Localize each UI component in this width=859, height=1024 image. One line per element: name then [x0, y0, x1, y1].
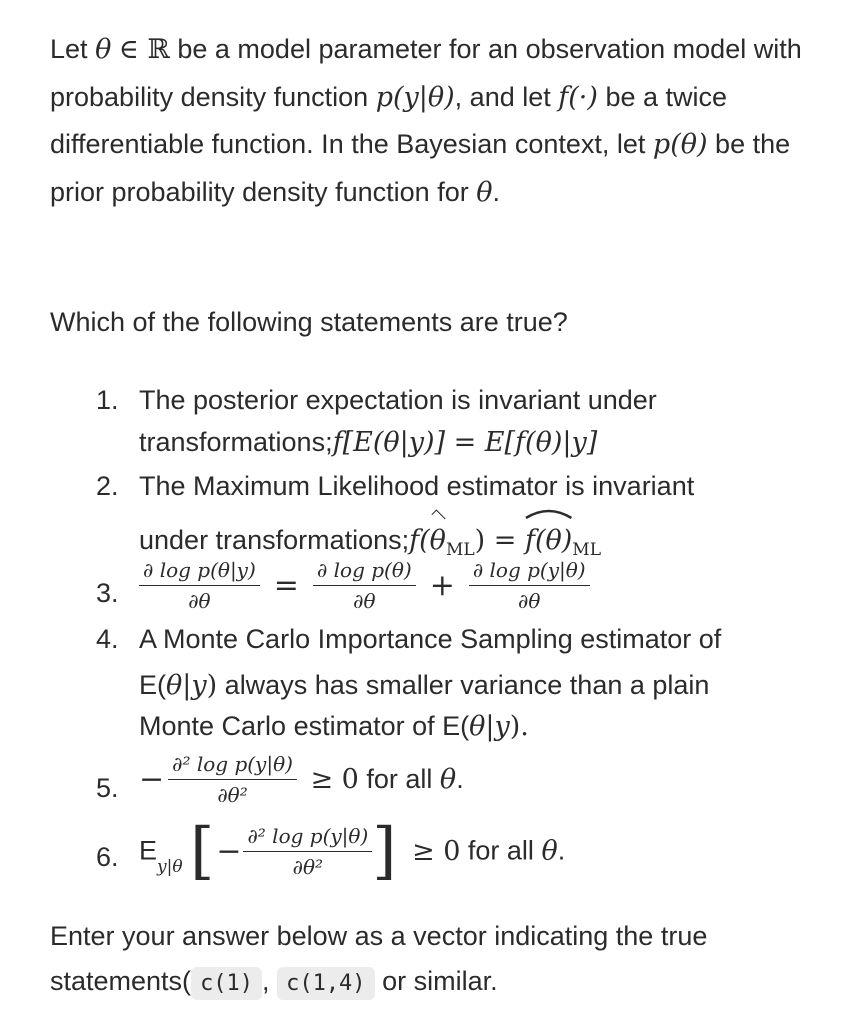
fraction: [313, 558, 416, 613]
problem-intro: [50, 26, 830, 216]
denominator: ∂θ: [353, 589, 376, 613]
math-minus: −: [139, 762, 165, 797]
math-paren: ): [206, 670, 218, 701]
math-expression: θ|y: [166, 670, 207, 701]
intro-text-6: be the prior probability density function: [50, 129, 791, 207]
fraction: [139, 558, 260, 613]
code-example: c(1,4): [277, 967, 374, 1000]
statement-number: 2.: [96, 471, 119, 501]
math-expression: θ|y: [469, 711, 510, 742]
denominator: ∂θ²: [217, 783, 248, 807]
answer-instructions: [50, 914, 830, 1006]
statement-text: always has smaller variance than a plain: [224, 670, 710, 700]
math-prior: p(θ): [652, 129, 708, 160]
numerator: ∂ log p(y|θ): [469, 558, 590, 586]
math-geq-zero: ≥ 0: [310, 764, 359, 795]
math-f: f(: [409, 525, 430, 556]
statement-text: transformations;: [139, 427, 333, 457]
math-expression: f[E(θ|y)] = E[f(θ)|y]: [332, 427, 598, 458]
math-E: E(: [442, 711, 470, 741]
statement-text: The posterior expectation is invariant under: [139, 385, 657, 415]
statement-number: 3.: [96, 578, 119, 608]
math-in-reals: ∈ ℝ: [118, 34, 170, 65]
denominator: ∂θ: [188, 589, 211, 613]
denominator: ∂θ²: [292, 854, 324, 879]
math-subscript: ML: [445, 540, 475, 560]
statement-period: .: [456, 764, 464, 794]
statement-period: .: [557, 835, 566, 866]
statement-number: 1.: [96, 385, 119, 415]
intro-text-5: context, let: [514, 129, 646, 159]
numerator: ∂ log p(θ): [313, 558, 416, 586]
statement-text: The Maximum Likelihood estimator is invariant: [139, 471, 695, 501]
code-example: c(1): [191, 967, 262, 1000]
instruction-text: Enter your answer below as a vector indicating the true: [50, 921, 708, 951]
instruction-comma: ,: [262, 966, 270, 996]
intro-text-2: model with probability density function: [50, 34, 802, 112]
numerator: ∂² log p(y|θ): [168, 752, 297, 780]
statement-text: Monte Carlo estimator of: [139, 711, 435, 741]
statement-text: for all: [366, 764, 433, 794]
math-f-theta: f(θ): [524, 525, 573, 556]
intro-text-7: for: [437, 176, 469, 207]
math-plus: +: [429, 568, 455, 603]
math-f-dot: f(·): [558, 81, 598, 113]
question-prompt: Which of the following statements are true?: [50, 307, 568, 337]
math-equals: ) =: [474, 525, 525, 556]
statement-number: 4.: [96, 624, 119, 654]
numerator: ∂² log p(y|θ): [243, 824, 372, 852]
left-bracket: [: [190, 814, 215, 887]
fraction: [243, 824, 372, 879]
instruction-text: statements(: [50, 966, 192, 996]
math-likelihood: p(y|θ): [375, 81, 455, 113]
intro-text-3: , and let: [454, 81, 551, 112]
intro-word: Let: [50, 34, 88, 64]
statement-number: 6.: [96, 842, 119, 872]
math-E: E(: [139, 670, 166, 700]
statement-text: under transformations;: [139, 525, 410, 555]
fraction: [469, 558, 590, 613]
math-minus: −: [216, 833, 242, 869]
intro-text-4: be a twice differentiable function. In the Bayesian: [50, 81, 728, 159]
instruction-text: or similar.: [382, 966, 498, 996]
widehat-accent: [525, 507, 572, 519]
right-bracket: ]: [372, 814, 397, 887]
statement-text: A Monte Carlo Importance Sampling estimator of: [139, 624, 722, 654]
math-geq-zero: ≥ 0: [411, 835, 461, 867]
intro-period: .: [492, 176, 501, 207]
denominator: ∂θ: [518, 589, 541, 613]
numerator: ∂ log p(θ|y): [139, 558, 260, 586]
math-theta: θ: [476, 176, 493, 208]
math-subscript: ML: [572, 540, 601, 560]
math-paren: ).: [509, 711, 529, 742]
math-theta: θ: [95, 34, 112, 65]
math-equals: =: [273, 568, 299, 603]
math-theta-hat: θ: [430, 520, 446, 562]
fraction: [168, 752, 297, 807]
statement-number: 5.: [96, 773, 119, 803]
statement-text: for all: [467, 835, 534, 866]
math-E: E: [139, 835, 158, 866]
math-theta: θ: [439, 764, 457, 795]
math-theta: θ: [541, 835, 558, 867]
math-subscript: y|θ: [157, 857, 183, 878]
intro-text-1: be a model parameter for an observation: [177, 34, 666, 64]
